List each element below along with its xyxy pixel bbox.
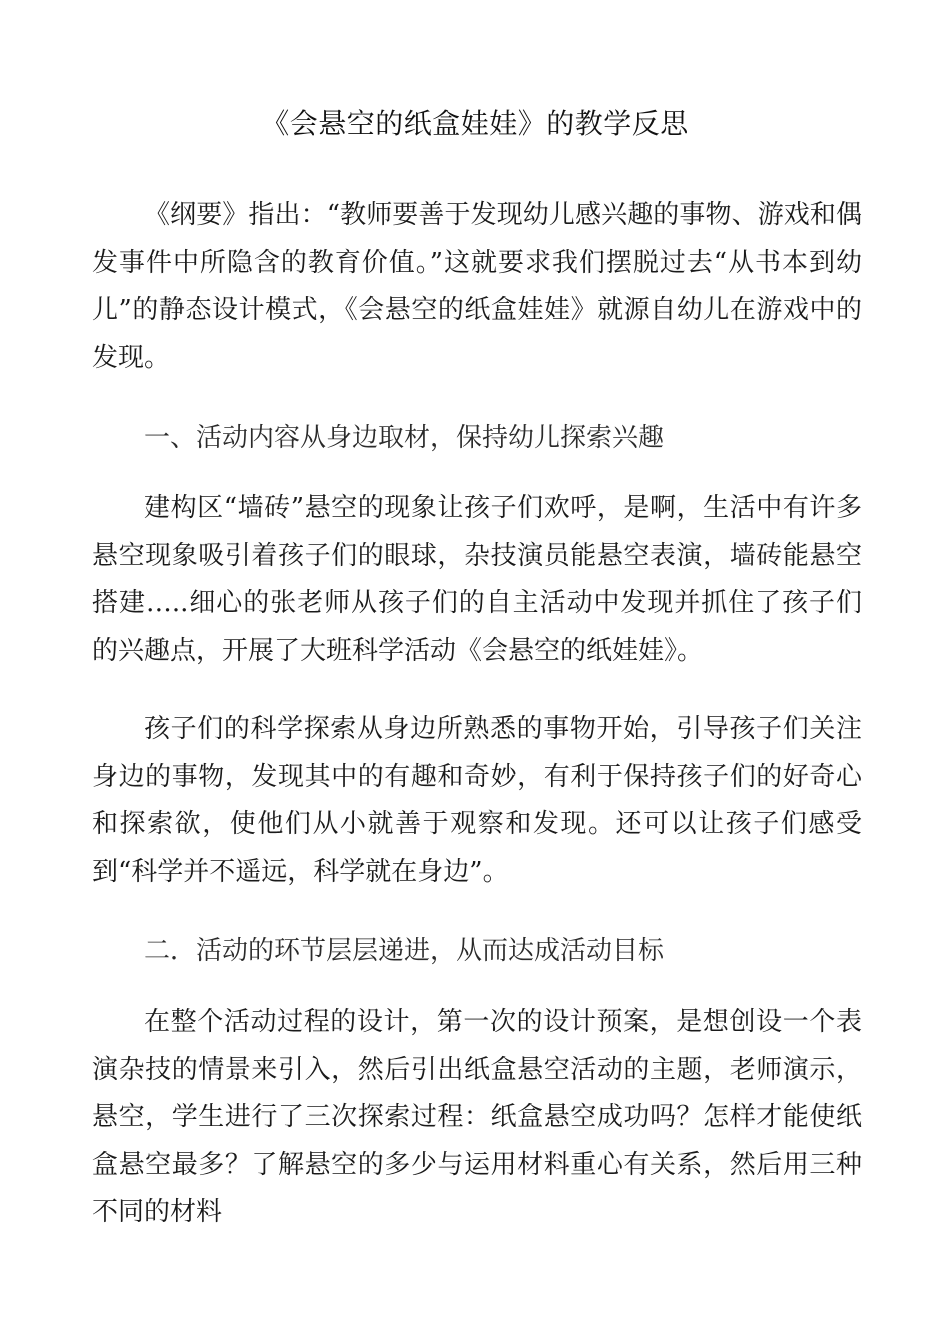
section-1-heading: 一、活动内容从身边取材，保持幼儿探索兴趣 — [144, 423, 665, 453]
document-title: 《会悬空的纸盒娃娃》的教学反思 — [261, 107, 689, 140]
section-2-heading: 二．活动的环节层层递进，从而达成活动目标 — [144, 936, 665, 966]
section-1-paragraph-1: 建构区“墙砖”悬空的现象让孩子们欢呼，是啊，生活中有许多悬空现象吸引着孩子们的眼球，杂技演员能悬空表演，墙砖能悬空搭建…..细心的张老师从孩子们的自主活动中发现并抓住了孩子们的兴趣点，开展了大班科学活动《会悬空的纸娃娃》。 — [92, 493, 862, 666]
section-1-paragraph-2: 孩子们的科学探索从身边所熟悉的事物开始，引导孩子们关注身边的事物，发现其中的有趣和奇妙，有利于保持孩子们的好奇心和探索欲，使他们从小就善于观察和发现。还可以让孩子们感受到“科学并不遥远，科学就在身边”。 — [92, 714, 862, 887]
section-2-paragraph-1: 在整个活动过程的设计，第一次的设计预案，是想创设一个表演杂技的情景来引入，然后引出纸盒悬空活动的主题，老师演示，悬空，学生进行了三次探索过程：纸盒悬空成功吗？怎样才能使纸盒悬空最多？了解悬空的多少与运用材料重心有关系，然后用三种不同的材料 — [92, 1007, 862, 1227]
intro-paragraph: 《纲要》指出：“教师要善于发现幼儿感兴趣的事物、游戏和偶发事件中所隐含的教育价值。”这就要求我们摆脱过去“从书本到幼儿”的静态设计模式，《会悬空的纸盒娃娃》就源自幼儿在游戏中的发现。 — [92, 200, 862, 373]
